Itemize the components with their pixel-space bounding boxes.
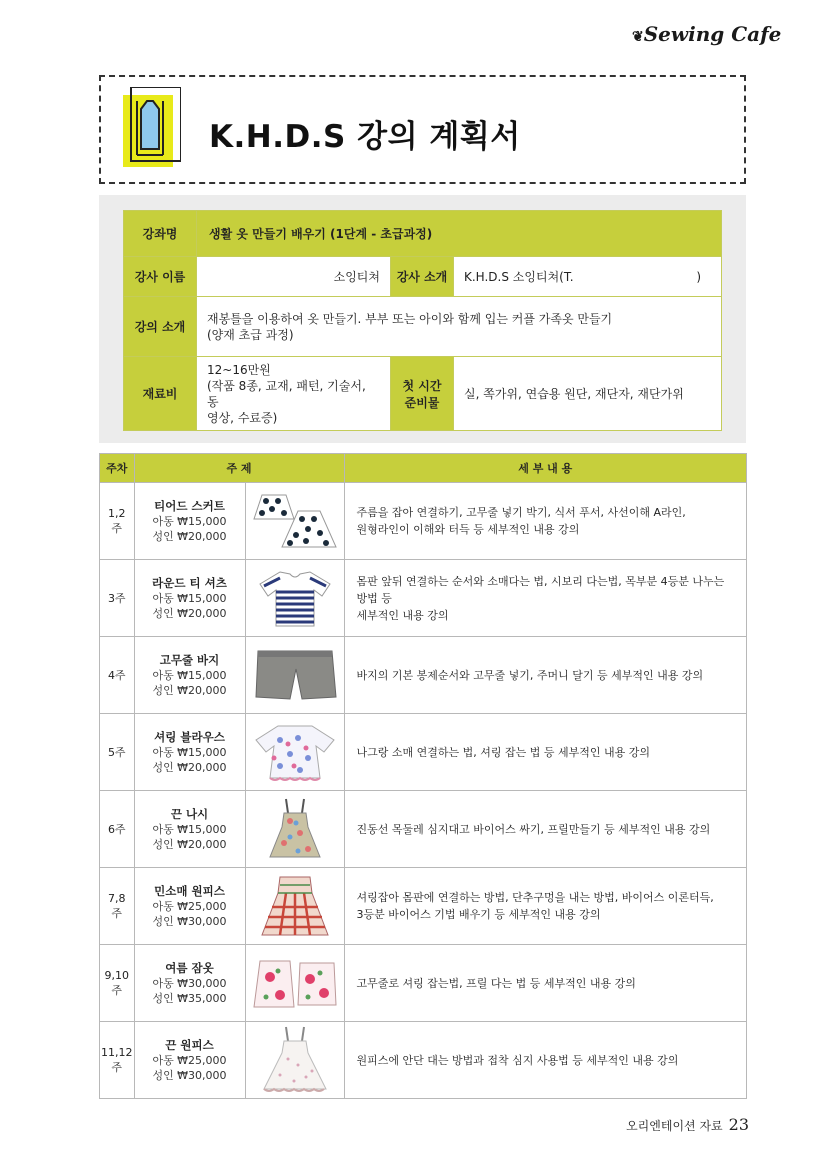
topic-cell [134, 483, 245, 560]
course-info-table [123, 210, 722, 431]
adult-price: 성인 ₩35,000 [152, 991, 227, 1005]
instructor-intro-close: ) [696, 269, 701, 284]
topic-name: 고무줄 바지 [159, 652, 220, 667]
picture-cell [245, 637, 344, 714]
course-info-section [99, 195, 746, 443]
topic-cell [134, 791, 245, 868]
course-name: 생활 옷 만들기 배우기 (1단계 - 초급과정) [197, 211, 722, 257]
topic-name: 티어드 스커트 [154, 498, 225, 513]
skirt-icon [250, 489, 340, 553]
detail-cell [344, 483, 747, 560]
week-text: 9,10 [104, 969, 129, 982]
detail-line1: 주름을 잡아 연결하기, 고무줄 넣기 박기, 식서 푸서, 사선이해 A라인, [356, 506, 686, 519]
week-cell [100, 945, 135, 1022]
adult-price: 성인 ₩30,000 [152, 1068, 227, 1082]
adult-price: 성인 ₩30,000 [152, 914, 227, 928]
adult-price: 성인 ₩20,000 [152, 837, 227, 851]
picture-cell [245, 868, 344, 945]
picture-cell [245, 714, 344, 791]
instructor-intro-label: 강사 소개 [391, 257, 454, 297]
detail-header: 세 부 내 용 [344, 454, 747, 483]
fee-label: 재료비 [124, 357, 197, 431]
week-text-suffix: 주 [111, 907, 123, 920]
course-label: 강좌명 [124, 211, 197, 257]
detail-line1: 몸판 앞뒤 연결하는 순서와 소매다는 법, 시보리 다는법, 목부분 4등분 나누는 방법 등 [356, 574, 725, 605]
blouse-icon [250, 720, 340, 784]
table-row [100, 560, 747, 637]
instructor-name-label: 강사 이름 [124, 257, 197, 297]
detail-line2: 세부적인 내용 강의 [356, 608, 449, 622]
adult-price: 성인 ₩20,000 [152, 760, 227, 774]
topic-name: 라운드 티 셔츠 [152, 575, 227, 590]
week-text: 6주 [107, 822, 126, 836]
dress-icon [250, 873, 340, 939]
week-text: 1,2 [108, 507, 126, 520]
detail-cell [344, 637, 747, 714]
lecture-intro [197, 297, 722, 357]
topic-name: 민소매 원피스 [154, 883, 225, 898]
child-price: 아동 ₩25,000 [152, 1053, 227, 1067]
child-price: 아동 ₩15,000 [152, 745, 227, 759]
lecture-intro-line2: (양재 초급 과정) [207, 327, 294, 342]
strap-dress-icon [250, 1025, 340, 1095]
week-text: 4주 [107, 668, 126, 682]
detail-line1: 고무줄로 셔링 잡는법, 프릴 다는 법 등 세부적인 내용 강의 [356, 976, 636, 990]
detail-line1: 진동선 목둘레 심지대고 바이어스 싸기, 프릴만들기 등 세부적인 내용 강의 [356, 822, 711, 836]
detail-line1: 나그랑 소매 연결하는 법, 셔링 잡는 법 등 세부적인 내용 강의 [356, 745, 650, 759]
week-text-suffix: 주 [111, 522, 123, 535]
picture-cell [245, 945, 344, 1022]
topic-cell [134, 868, 245, 945]
instructor-intro-text: K.H.D.S 소잉티쳐(T. [464, 269, 574, 284]
topic-cell [134, 945, 245, 1022]
pajama-icon [250, 951, 340, 1015]
prep-items: 실, 쪽가위, 연습용 원단, 재단자, 재단가위 [454, 357, 722, 431]
table-row [100, 1022, 747, 1099]
lecture-intro-label: 강의 소개 [124, 297, 197, 357]
table-row [100, 945, 747, 1022]
week-text-suffix: 주 [111, 984, 123, 997]
week-text: 5주 [107, 745, 126, 759]
detail-cell [344, 1022, 747, 1099]
topic-name: 여름 잠옷 [165, 960, 214, 975]
topic-name: 셔링 블라우스 [154, 729, 225, 744]
fee-line2: (작품 8종, 교재, 패턴, 기술서, 동 [207, 378, 366, 409]
child-price: 아동 ₩25,000 [152, 899, 227, 913]
picture-cell [245, 560, 344, 637]
week-cell [100, 1022, 135, 1099]
prep-label-line2: 준비물 [404, 395, 440, 410]
topic-name: 끈 원피스 [165, 1037, 214, 1052]
fee-line3: 영상, 수료증) [207, 410, 278, 425]
detail-line2: 3등분 바이어스 기법 배우기 등 세부적인 내용 강의 [356, 908, 601, 921]
week-text-suffix: 주 [111, 1061, 123, 1074]
sleeveless-icon [250, 797, 340, 861]
detail-line1: 원피스에 안단 대는 방법과 접착 심지 사용법 등 세부적인 내용 강의 [356, 1053, 679, 1067]
topic-header: 주 제 [134, 454, 344, 483]
detail-line1: 바지의 기본 봉제순서와 고무줄 넣기, 주머니 달기 등 세부적인 내용 강의 [356, 668, 704, 682]
topic-cell [134, 560, 245, 637]
child-price: 아동 ₩15,000 [152, 668, 227, 682]
table-row [100, 714, 747, 791]
adult-price: 성인 ₩20,000 [152, 606, 227, 620]
tshirt-icon [250, 566, 340, 630]
week-header: 주차 [100, 454, 135, 483]
topic-cell [134, 714, 245, 791]
topic-cell [134, 637, 245, 714]
detail-cell [344, 945, 747, 1022]
title-box [99, 75, 746, 184]
picture-cell [245, 1022, 344, 1099]
table-row [100, 791, 747, 868]
detail-cell [344, 714, 747, 791]
brand-logo [632, 22, 781, 46]
fee-line1: 12~16만원 [207, 362, 271, 377]
week-text: 11,12 [101, 1046, 133, 1059]
child-price: 아동 ₩15,000 [152, 514, 227, 528]
detail-cell [344, 791, 747, 868]
fee-value [197, 357, 391, 431]
detail-cell [344, 560, 747, 637]
adult-price: 성인 ₩20,000 [152, 683, 227, 697]
week-cell [100, 560, 135, 637]
child-price: 아동 ₩15,000 [152, 822, 227, 836]
detail-cell [344, 868, 747, 945]
leaf-icon: ❦ [632, 29, 644, 45]
picture-cell [245, 483, 344, 560]
page-number: 23 [728, 1115, 749, 1134]
picture-cell [245, 791, 344, 868]
week-text: 3주 [107, 591, 126, 605]
week-cell [100, 483, 135, 560]
prep-label [391, 357, 454, 431]
instructor-name: 소잉티쳐 [197, 257, 391, 297]
week-text: 7,8 [108, 892, 126, 905]
instructor-intro [454, 257, 722, 297]
week-cell [100, 637, 135, 714]
footer-label: 오리엔테이션 자료 [626, 1119, 723, 1133]
page-footer [626, 1115, 749, 1134]
child-price: 아동 ₩15,000 [152, 591, 227, 605]
topic-name: 끈 나시 [170, 806, 209, 821]
week-cell [100, 868, 135, 945]
detail-line2: 원형라인이 이해와 터득 등 세부적인 내용 강의 [356, 523, 580, 536]
logo-text: Sewing Cafe [643, 22, 782, 46]
page-title: K.H.D.S 강의 계획서 [209, 119, 521, 155]
week-cell [100, 714, 135, 791]
table-row [100, 868, 747, 945]
week-cell [100, 791, 135, 868]
child-price: 아동 ₩30,000 [152, 976, 227, 990]
pattern-ruler-icon [123, 87, 181, 167]
pants-icon [250, 643, 340, 707]
prep-label-line1: 첫 시간 [402, 378, 442, 393]
detail-line1: 셔링잡아 몸판에 연결하는 방법, 단추구멍을 내는 방법, 바이어스 이론터득, [356, 891, 714, 904]
table-row [100, 483, 747, 560]
topic-cell [134, 1022, 245, 1099]
adult-price: 성인 ₩20,000 [152, 529, 227, 543]
lecture-intro-line1: 재봉틀을 이용하여 옷 만들기. 부부 또는 아이와 함께 입는 커플 가족옷 만들기 [207, 311, 613, 326]
schedule-table [99, 453, 747, 1099]
table-row [100, 637, 747, 714]
